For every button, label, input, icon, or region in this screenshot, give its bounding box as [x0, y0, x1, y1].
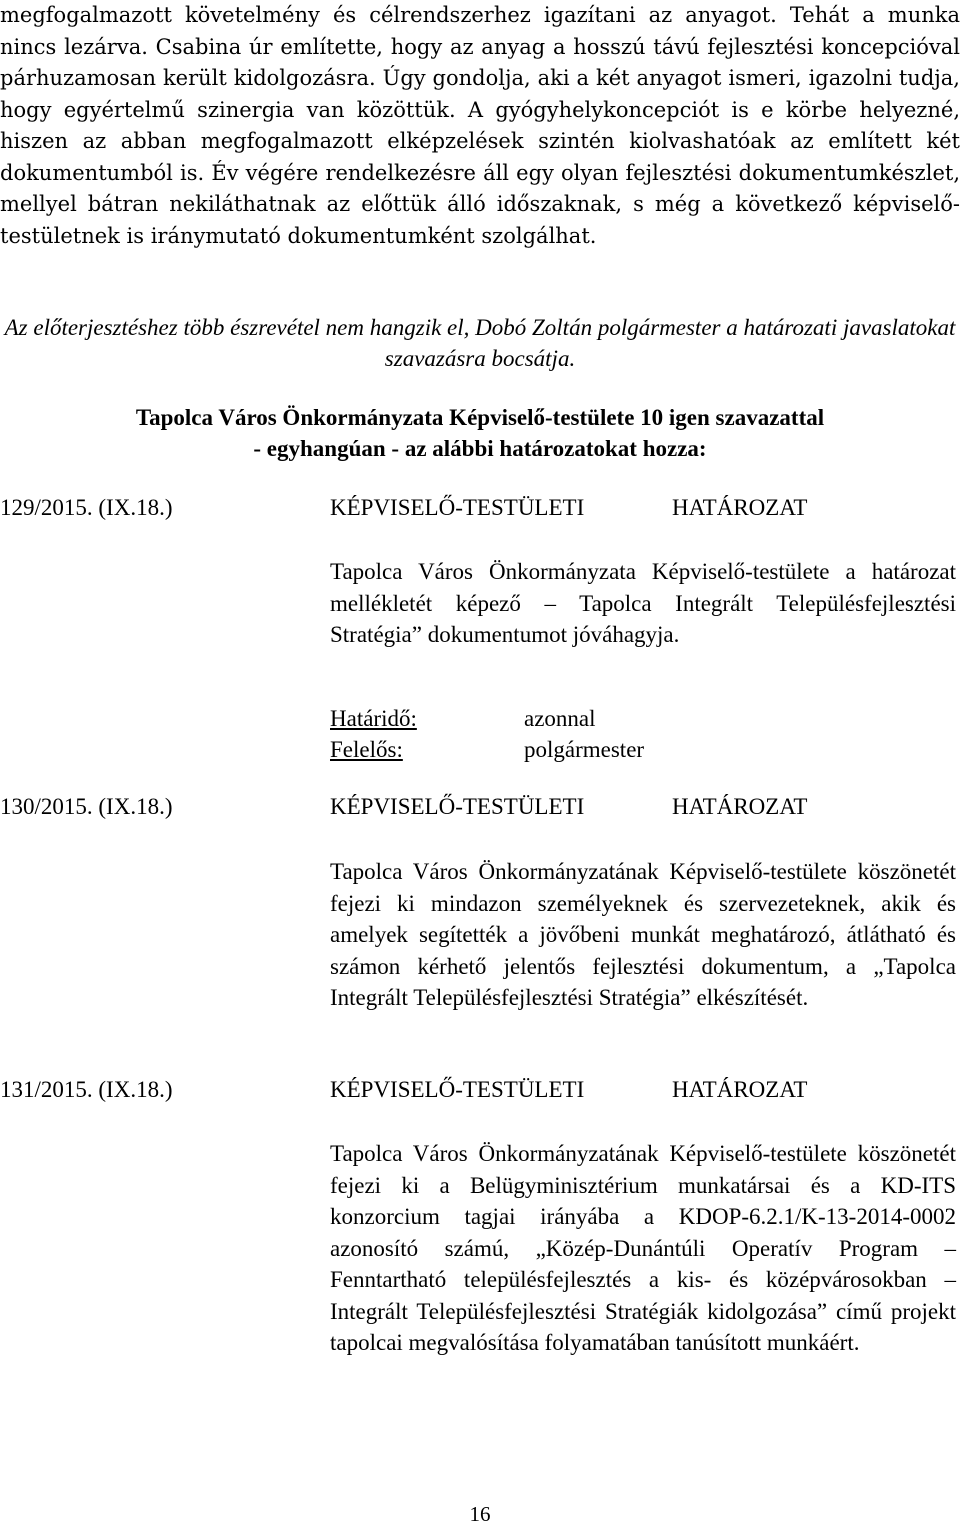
resolution-131-heading — [0, 1074, 960, 1105]
resolution-131-text: Tapolca Város Önkormányzatának Képviselő-testülete köszönetét fejezi ki a Belügyminisztérium munkatársai és a KD-ITS konzorcium tagjai irányába a KDOP-6.2.1/K-13-2014-0002 azonosító számú, „Közép-Dunántúli Operatív Program – Fenntartható településfejlesztés a kis- és középvárosokban – Integrált Településfejlesztési Stratégiák kidolgozása” című projekt tapolcai megvalósítása folyamatában tanúsított munkáért. — [330, 1141, 956, 1355]
responsible-value: polgármester — [524, 737, 645, 762]
responsible-label: Felelős: — [330, 737, 403, 762]
resolution-label: HATÁROZAT — [672, 794, 808, 819]
resolution-kind: KÉPVISELŐ-TESTÜLETI — [330, 1077, 585, 1102]
voting-summary-line-1: Tapolca Város Önkormányzata Képviselő-testülete 10 igen szavazattal — [135, 405, 825, 430]
deadline-row — [330, 703, 956, 734]
resolution-130-heading — [0, 791, 960, 822]
resolution-kind: KÉPVISELŐ-TESTÜLETI — [330, 794, 585, 819]
deadline-label: Határidő: — [330, 706, 417, 731]
resolution-129-text: Tapolca Város Önkormányzata Képviselő-testülete a határozat mellékletét képező – Tapolca Integrált Településfejlesztési Stratégia” dokumentumot jóváhagyja. — [330, 559, 956, 647]
resolution-number: 129/2015. (IX.18.) — [0, 495, 173, 520]
deadline-value: azonnal — [524, 706, 596, 731]
resolution-number: 130/2015. (IX.18.) — [0, 794, 173, 819]
resolution-label: HATÁROZAT — [672, 495, 808, 520]
page-number: 16 — [469, 1502, 491, 1526]
voting-summary-line-2: - egyhangúan - az alábbi határozatokat hozza: — [253, 436, 707, 461]
responsible-row — [330, 734, 956, 765]
voting-summary — [0, 402, 960, 464]
resolution-129-heading — [0, 492, 960, 523]
resolution-label: HATÁROZAT — [672, 1077, 808, 1102]
resolution-129-meta — [330, 703, 956, 765]
resolution-130-text: Tapolca Város Önkormányzatának Képviselő-testülete köszönetét fejezi ki mindazon személyeknek és szervezeteknek, akik és amelyek segítették a jövőbeni munkát meghatározó, átlátható és számon kérhető jelentős fejlesztési dokumentum, a „Tapolca Integrált Településfejlesztési Stratégia” elkészítését. — [330, 859, 956, 1010]
resolution-number: 131/2015. (IX.18.) — [0, 1077, 173, 1102]
intro-paragraph: megfogalmazott követelmény és célrendszerhez igazítani az anyagot. Tehát a munka nincs lezárva. Csabina úr említette, hogy az anyag a hosszú távú fejlesztési koncepcióval párhuzamosan került kidolgozásra. Úgy gondolja, aki a két anyagot ismeri, igazolni tudja, hogy egyértelmű szinergia van közöttük. A gyógyhelykoncepciót is e körbe helyezné, hiszen az abban megfogalmazott elképzelések szintén kiolvashatóak az említett két dokumentumból is. Év végére rendelkezésre áll egy olyan fejlesztési dokumentumkészlet, mellyel bátran nekiláthatnak az előttük álló időszaknak, s még a következő képviselő-testületnek is iránymutató dokumentumként szolgálhat. — [0, 3, 960, 248]
italic-note: Az előterjesztéshez több észrevétel nem hangzik el, Dobó Zoltán polgármester a határozati javaslatokat szavazásra bocsátja. — [4, 315, 956, 371]
resolution-kind: KÉPVISELŐ-TESTÜLETI — [330, 495, 585, 520]
